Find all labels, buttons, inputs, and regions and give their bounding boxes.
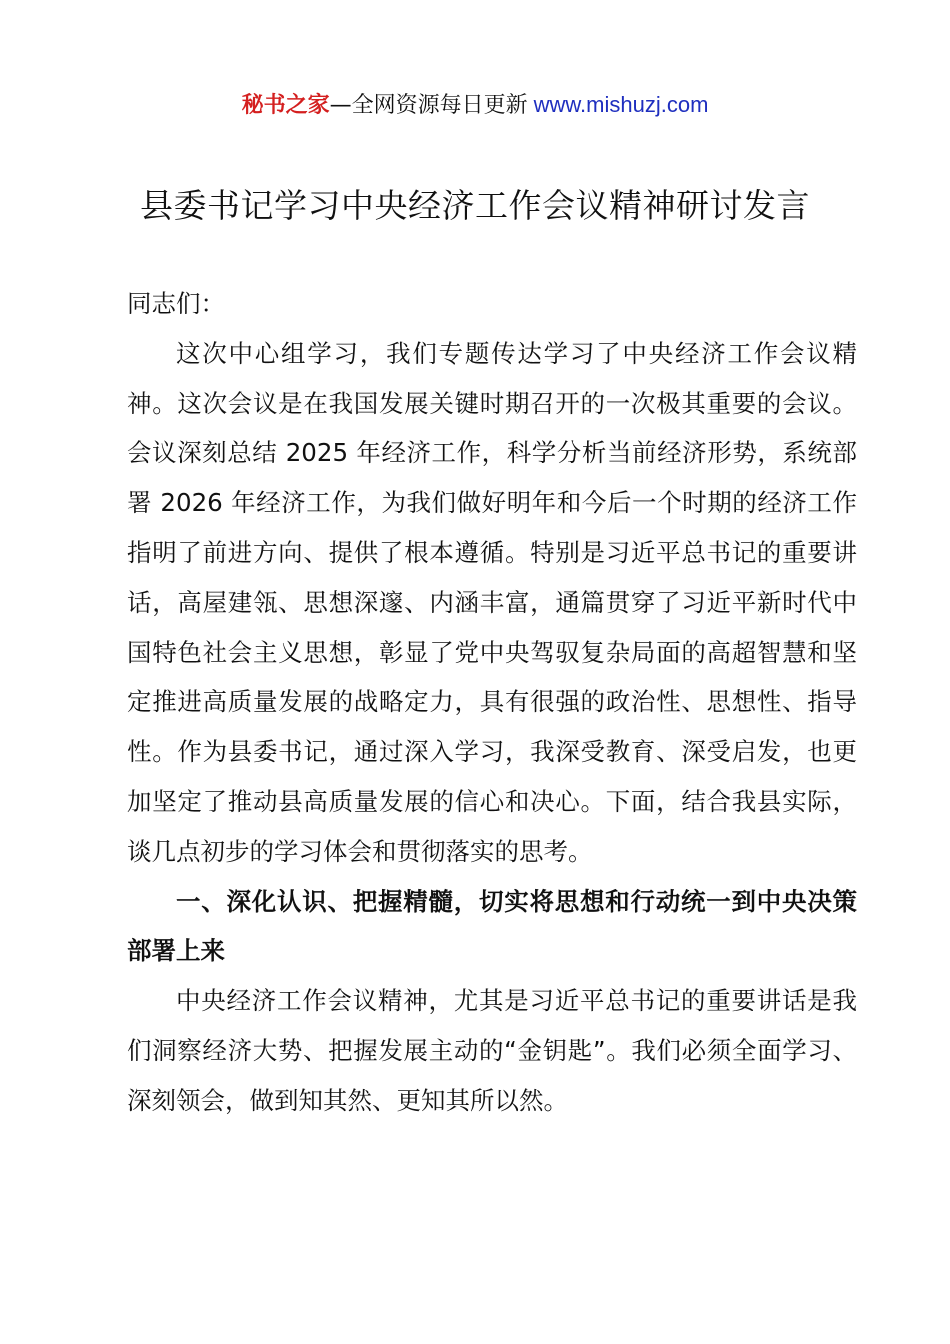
document-body: [127, 279, 857, 1126]
paragraph-intro: 这次中心组学习，我们专题传达学习了中央经济工作会议精神。这次会议是在我国发展关键时期召开的一次极其重要的会议。会议深刻总结 2025 年经济工作，科学分析当前经济形势，系统部署 2026 年经济工作，为我们做好明年和今后一个时期的经济工作指明了前进方向、提供了根本遵循。特别是习近平总书记的重要讲话，高屋建瓴、思想深邃、内涵丰富，通篇贯穿了习近平新时代中国特色社会主义思想，彰显了党中央驾驭复杂局面的高超智慧和坚定推进高质量发展的战略定力，具有很强的政治性、思想性、指导性。作为县委书记，通过深入学习，我深受教育、深受启发，也更加坚定了推动县高质量发展的信心和决心。下面，结合我县实际，谈几点初步的学习体会和贯彻落实的思考。: [127, 338, 857, 866]
section-heading: 一、深化认识、把握精髓，切实将思想和行动统一到中央决策部署上来: [127, 886, 857, 966]
site-tagline: —全网资源每日更新: [329, 93, 528, 118]
site-header: [0, 88, 950, 123]
site-url-link[interactable]: www.mishuzj.com: [533, 92, 709, 117]
paragraph-section-1: 中央经济工作会议精神，尤其是习近平总书记的重要讲话是我们洞察经济大势、把握发展主动的“金钥匙”。我们必须全面学习、深刻领会，做到知其然、更知其所以然。: [127, 986, 857, 1115]
document-title: 县委书记学习中央经济工作会议精神研讨发言: [140, 186, 810, 225]
salutation: 同志们：: [127, 289, 225, 318]
site-brand: 秘书之家: [241, 93, 330, 118]
